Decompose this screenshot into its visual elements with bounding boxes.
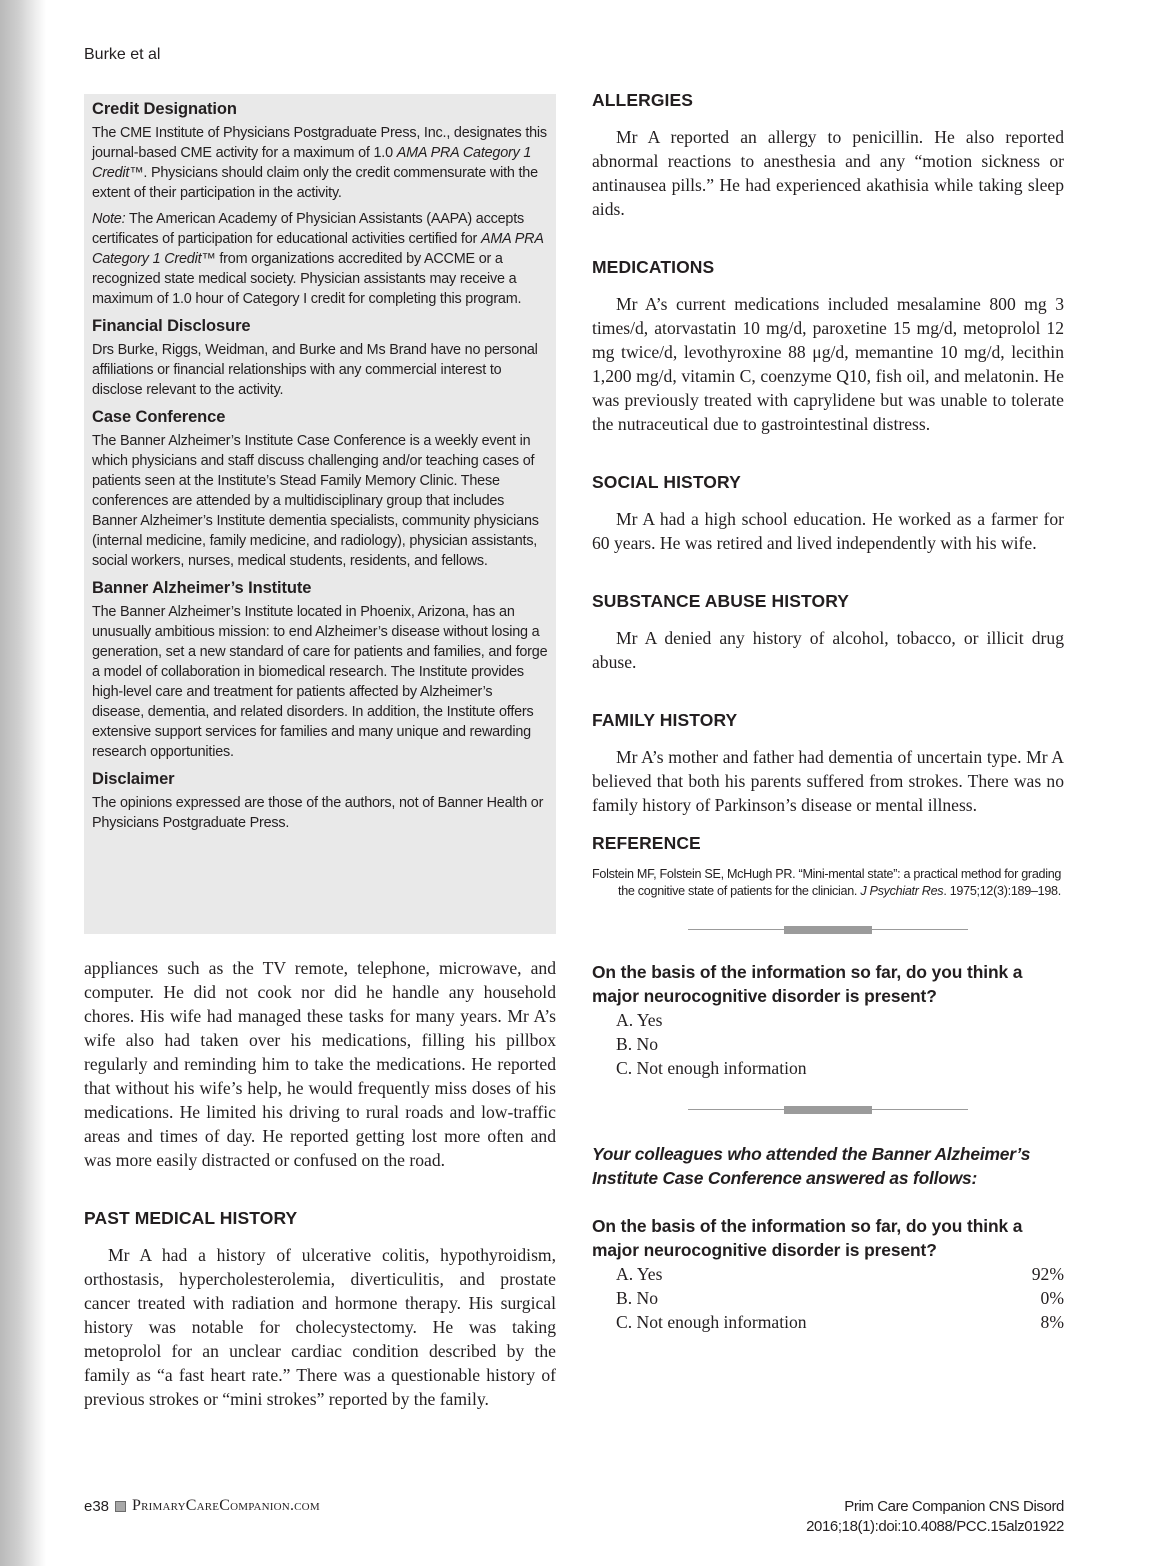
cme-paragraph	[92, 123, 548, 203]
running-head: Burke et al	[84, 46, 161, 63]
heading-social-history: SOCIAL HISTORY	[592, 472, 741, 492]
question-1-options	[592, 1008, 1064, 1080]
cme-section-financial-disclosure	[92, 317, 548, 400]
text-run: The CME Institute of Physicians Postgraduate Press, Inc., designates this journal-based CME activity for a maximum of 1.0	[92, 125, 547, 161]
medications-body: Mr A’s current medications included mesalamine 800 mg 3 times/d, atorvastatin 10 mg/d, paroxetine 15 mg/d, metoprolol 12 mg twice/d, levothyroxine 88 μg/d, memantine 10 mg/d, lecithin 1,200 mg/d, vitamin C, coenzyme Q10, fish oil, and melatonin. He was previously treated with caprylidene but was unable to tolerate the nutraceutical due to gastrointestinal distress.	[592, 294, 1064, 434]
right-column	[592, 90, 1064, 1334]
cme-paragraph	[92, 209, 548, 309]
option-label: B. No	[616, 1034, 659, 1054]
cme-section-banner-institute	[92, 579, 548, 762]
citation-journal: J Psychiatr Res	[860, 884, 944, 898]
cme-section-title: Case Conference	[92, 408, 226, 426]
cme-section-title: Financial Disclosure	[92, 317, 251, 335]
heading-family-history: FAMILY HISTORY	[592, 710, 738, 730]
cme-paragraph: The opinions expressed are those of the authors, not of Banner Health or Physicians Postgraduate Press.	[92, 795, 544, 831]
reference-citation	[592, 866, 1064, 900]
text-run: ™ from organizations accredited by ACCME or a recognized state medical society. Physician assistants may receive a maximum of 1.0 hour of Category I credit for completing this program.	[92, 251, 522, 307]
question-2: On the basis of the information so far, do you think a major neurocognitive disorder is present?	[592, 1216, 1023, 1260]
option-item	[616, 1032, 1064, 1056]
cme-section-title: Banner Alzheimer’s Institute	[92, 579, 312, 597]
option-percent: 8%	[1040, 1312, 1064, 1332]
section-separator	[688, 1106, 968, 1114]
text-run-italic: AMA PRA Category 1 Credit	[92, 145, 532, 181]
cme-paragraph: Drs Burke, Riggs, Weidman, and Burke and Ms Brand have no personal affiliations or financial relationships with any commercial interest to disclose relevant to the activity.	[92, 342, 538, 398]
heading-past-medical-history: PAST MEDICAL HISTORY	[84, 1208, 298, 1228]
past-medical-history-body: Mr A had a history of ulcerative colitis, hypothyroidism, orthostasis, hypercholesterolemia, diverticulitis, and prostate cancer treated with radiation and hormone therapy. His surgical history was notable for cholecystectomy. He was taking metoprolol for an unclear cardiac condition described by the family as “a fast heart rate.” There was a questionable history of previous strokes or “mini strokes” reported by the family.	[84, 1245, 556, 1409]
question-1: On the basis of the information so far, do you think a major neurocognitive disorder is present?	[592, 962, 1023, 1006]
journal-name: Prim Care Companion CNS Disord	[844, 1498, 1064, 1515]
continuation-paragraph: appliances such as the TV remote, telephone, microwave, and computer. He did not cook nor did he handle any household chores. His wife had managed these tasks for many years. Mr A’s wife also had taken over his medications, filling his pillbox regularly and reminding him to take the medications. He reported that without his wife’s help, he would frequently miss doses of his medications. He limited his driving to rural roads and low-traffic areas and times of day. He reported getting lost more often and was more easily distracted or confused on the road.	[84, 958, 556, 1170]
result-item	[616, 1286, 1064, 1310]
cme-section-credit-designation	[92, 100, 548, 309]
allergies-body: Mr A reported an allergy to penicillin. He also reported abnormal reactions to anesthesia and any “motion sickness or antinausea pills.” He had experienced akathisia while taking sleep aids.	[592, 127, 1064, 219]
text-run: ™. Physicians should claim only the credit commensurate with the extent of their participation in the activity.	[92, 165, 538, 201]
square-bullet-icon	[115, 1501, 126, 1512]
result-item	[616, 1310, 1064, 1334]
heading-substance-abuse-history: SUBSTANCE ABUSE HISTORY	[592, 591, 850, 611]
heading-medications: MEDICATIONS	[592, 257, 715, 277]
citation-text: Folstein MF, Folstein SE, McHugh PR. “Mini-mental state”: a practical method for grading the cognitive state of patients for the clinician.	[592, 867, 1062, 898]
page-edge-shadow	[0, 0, 46, 1566]
option-percent: 0%	[1040, 1288, 1064, 1308]
cme-section-disclaimer	[92, 770, 548, 833]
cme-paragraph: The Banner Alzheimer’s Institute Case Conference is a weekly event in which physicians and staff discuss challenging and/or teaching cases of patients seen at the Institute’s Stead Family Memory Clinic. These conferences are attended by a multidisciplinary group that includes Banner Alzheimer’s Institute dementia specialists, community physicians (internal medicine, family medicine, and radiology), physician assistants, social workers, nurses, medical students, residents, and fellows.	[92, 433, 539, 569]
text-run-italic: Note:	[92, 211, 126, 227]
heading-allergies: ALLERGIES	[592, 90, 694, 110]
option-item	[616, 1056, 1064, 1080]
cme-section-case-conference	[92, 408, 548, 571]
cme-section-title: Credit Designation	[92, 100, 237, 118]
text-run: The American Academy of Physician Assistants (AAPA) accepts certificates of participation for educational activities certified for	[92, 211, 524, 247]
question-2-results	[592, 1262, 1064, 1334]
footer-right	[806, 1497, 1064, 1537]
page-number: e38	[84, 1497, 110, 1515]
option-item	[616, 1008, 1064, 1032]
section-separator	[688, 926, 968, 934]
site-link[interactable]: PrimaryCareCompanion.com	[132, 1497, 320, 1514]
cme-paragraph: The Banner Alzheimer’s Institute located in Phoenix, Arizona, has an unusually ambitious mission: to end Alzheimer’s disease without losing a generation, set a new standard of care for patients and families, and forge a model of collaboration in biomedical research. The Institute provides high-level care and treatment for patients affected by Alzheimer’s disease, dementia, and related disorders. In addition, the Institute offers extensive support services for families and many unique and rewarding research opportunities.	[92, 604, 548, 760]
cme-info-box	[84, 94, 556, 934]
substance-abuse-history-body: Mr A denied any history of alcohol, tobacco, or illicit drug abuse.	[592, 628, 1064, 672]
citation-tail: . 1975;12(3):189–198.	[943, 884, 1061, 898]
result-item	[616, 1262, 1064, 1286]
separator-bar	[784, 926, 872, 934]
separator-bar	[784, 1106, 872, 1114]
social-history-body: Mr A had a high school education. He worked as a farmer for 60 years. He was retired and lived independently with his wife.	[592, 509, 1064, 553]
cme-section-title: Disclaimer	[92, 770, 175, 788]
colleagues-intro: Your colleagues who attended the Banner Alzheimer’s Institute Case Conference answered as follows:	[592, 1144, 1031, 1188]
option-label: A. Yes	[616, 1264, 663, 1284]
heading-reference: REFERENCE	[592, 833, 701, 853]
option-percent: 92%	[1031, 1264, 1064, 1284]
option-label: C. Not enough information	[616, 1058, 807, 1078]
family-history-body: Mr A’s mother and father had dementia of uncertain type. Mr A believed that both his parents suffered from strokes. There was no family history of Parkinson’s disease or mental illness.	[592, 747, 1064, 815]
option-label: C. Not enough information	[616, 1312, 807, 1332]
option-label: B. No	[616, 1288, 659, 1308]
option-label: A. Yes	[616, 1010, 663, 1030]
left-column	[84, 94, 556, 1411]
text-run-italic: AMA PRA Category 1 Credit	[92, 231, 544, 267]
footer-left	[84, 1497, 320, 1515]
journal-citation: 2016;18(1):doi:10.4088/PCC.15alz01922	[806, 1518, 1064, 1535]
